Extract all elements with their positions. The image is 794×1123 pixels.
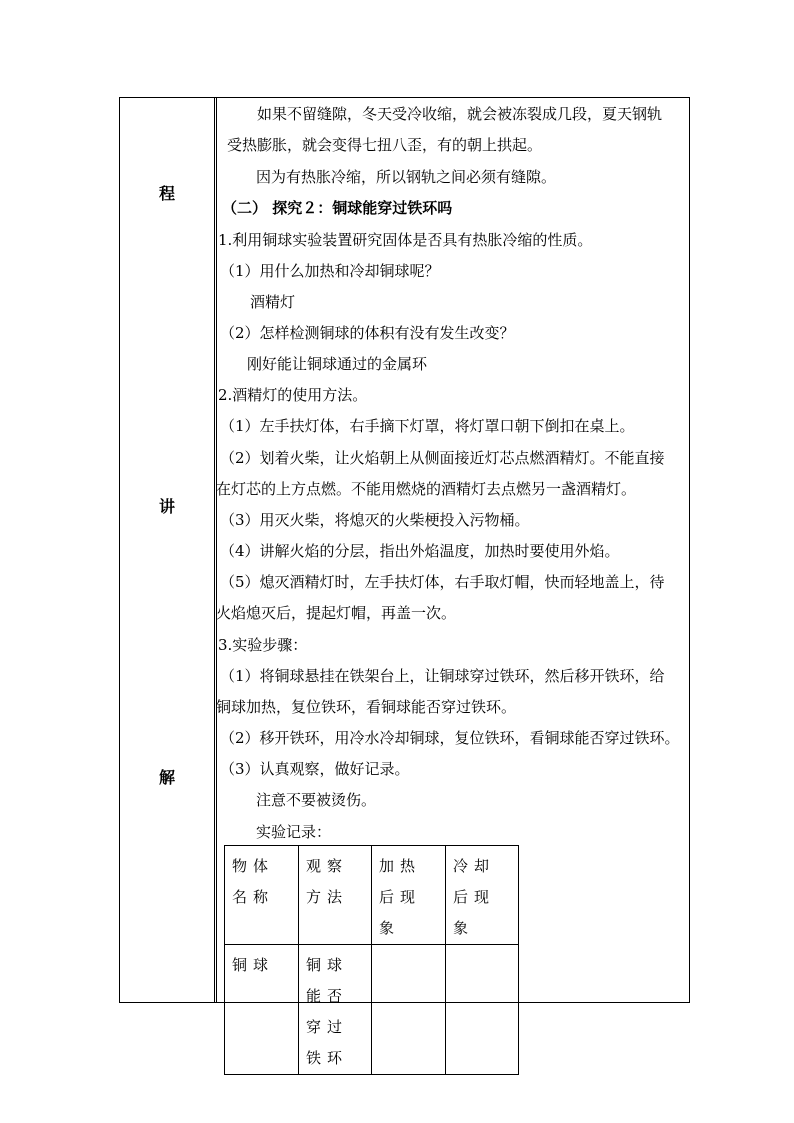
step-line: （1）左手扶灯体，右手摘下灯罩，将灯罩口朝下倒扣在桌上。 (220, 417, 635, 435)
step-line: （4）讲解火焰的分层，指出外焰温度，加热时要使用外焰。 (220, 542, 620, 560)
cell-heating-result (372, 945, 446, 1075)
step-line: （1）将铜球悬挂在铁架台上，让铜球穿过铁环，然后移开铁环，给 (220, 667, 665, 685)
header-observation-method: 观察方法 (299, 846, 372, 945)
step-line: （5）熄灭酒精灯时，左手扶灯体，右手取灯帽，快而轻地盖上，待 (220, 573, 665, 591)
step-line: （3）用灭火柴，将熄灭的火柴梗投入污物桶。 (220, 511, 530, 529)
column-divider (214, 97, 217, 1003)
cell-method: 铜球能否穿过铁环 (299, 945, 372, 1075)
question-line: （2）怎样检测铜球的体积有没有发生改变？ (220, 324, 515, 342)
side-label-jie: 解 (158, 768, 175, 787)
question-line: （1）用什么加热和冷却铜球呢？ (220, 262, 440, 280)
step-line: （2）移开铁环，用冷水冷却铜球，复位铁环，看铜球能否穿过铁环。 (220, 729, 680, 747)
side-label-cheng: 程 (158, 184, 175, 203)
cell-cooling-result (446, 945, 519, 1075)
paragraph-line: 3.实验步骤： (218, 636, 308, 654)
paragraph-line: 如果不留缝隙，冬天受冷收缩，就会被冻裂成几段，夏天钢轨 (257, 105, 663, 123)
answer-line: 刚好能让铜球通过的金属环 (247, 355, 428, 373)
experiment-record-table (224, 845, 519, 1075)
answer-line: 酒精灯 (250, 293, 296, 311)
header-after-heating: 加热后现象 (372, 846, 446, 945)
cell-object: 铜球 (225, 945, 299, 1075)
step-line: 在灯芯的上方点燃。不能用燃烧的酒精灯去点燃另一盏酒精灯。 (216, 480, 637, 498)
step-line: （3）认真观察，做好记录。 (220, 760, 410, 778)
record-title: 实验记录： (256, 823, 332, 841)
table-header-row (225, 846, 519, 945)
header-object-name: 物体名称 (225, 846, 299, 945)
section-heading: （二） 探究２：铜球能穿过铁环吗 (222, 199, 453, 217)
header-after-cooling: 冷却后现象 (446, 846, 519, 945)
step-line: （2）划着火柴，让火焰朝上从侧面接近灯芯点燃酒精灯。不能直接 (220, 449, 665, 467)
step-line: 火焰熄灭后，提起灯帽，再盖一次。 (216, 604, 457, 622)
paragraph-line: 1.利用铜球实验装置研究固体是否具有热胀冷缩的性质。 (218, 231, 593, 249)
note-line: 注意不要被烫伤。 (256, 791, 377, 809)
side-label-jiang: 讲 (158, 497, 175, 516)
table-row (225, 945, 519, 1075)
paragraph-line: 受热膨胀，就会变得七扭八歪，有的朝上拱起。 (227, 136, 543, 154)
paragraph-line: 2.酒精灯的使用方法。 (218, 386, 368, 404)
step-line: 铜球加热，复位铁环，看铜球能否穿过铁环。 (216, 698, 517, 716)
paragraph-line: 因为有热胀冷缩，所以钢轨之间必须有缝隙。 (256, 168, 557, 186)
